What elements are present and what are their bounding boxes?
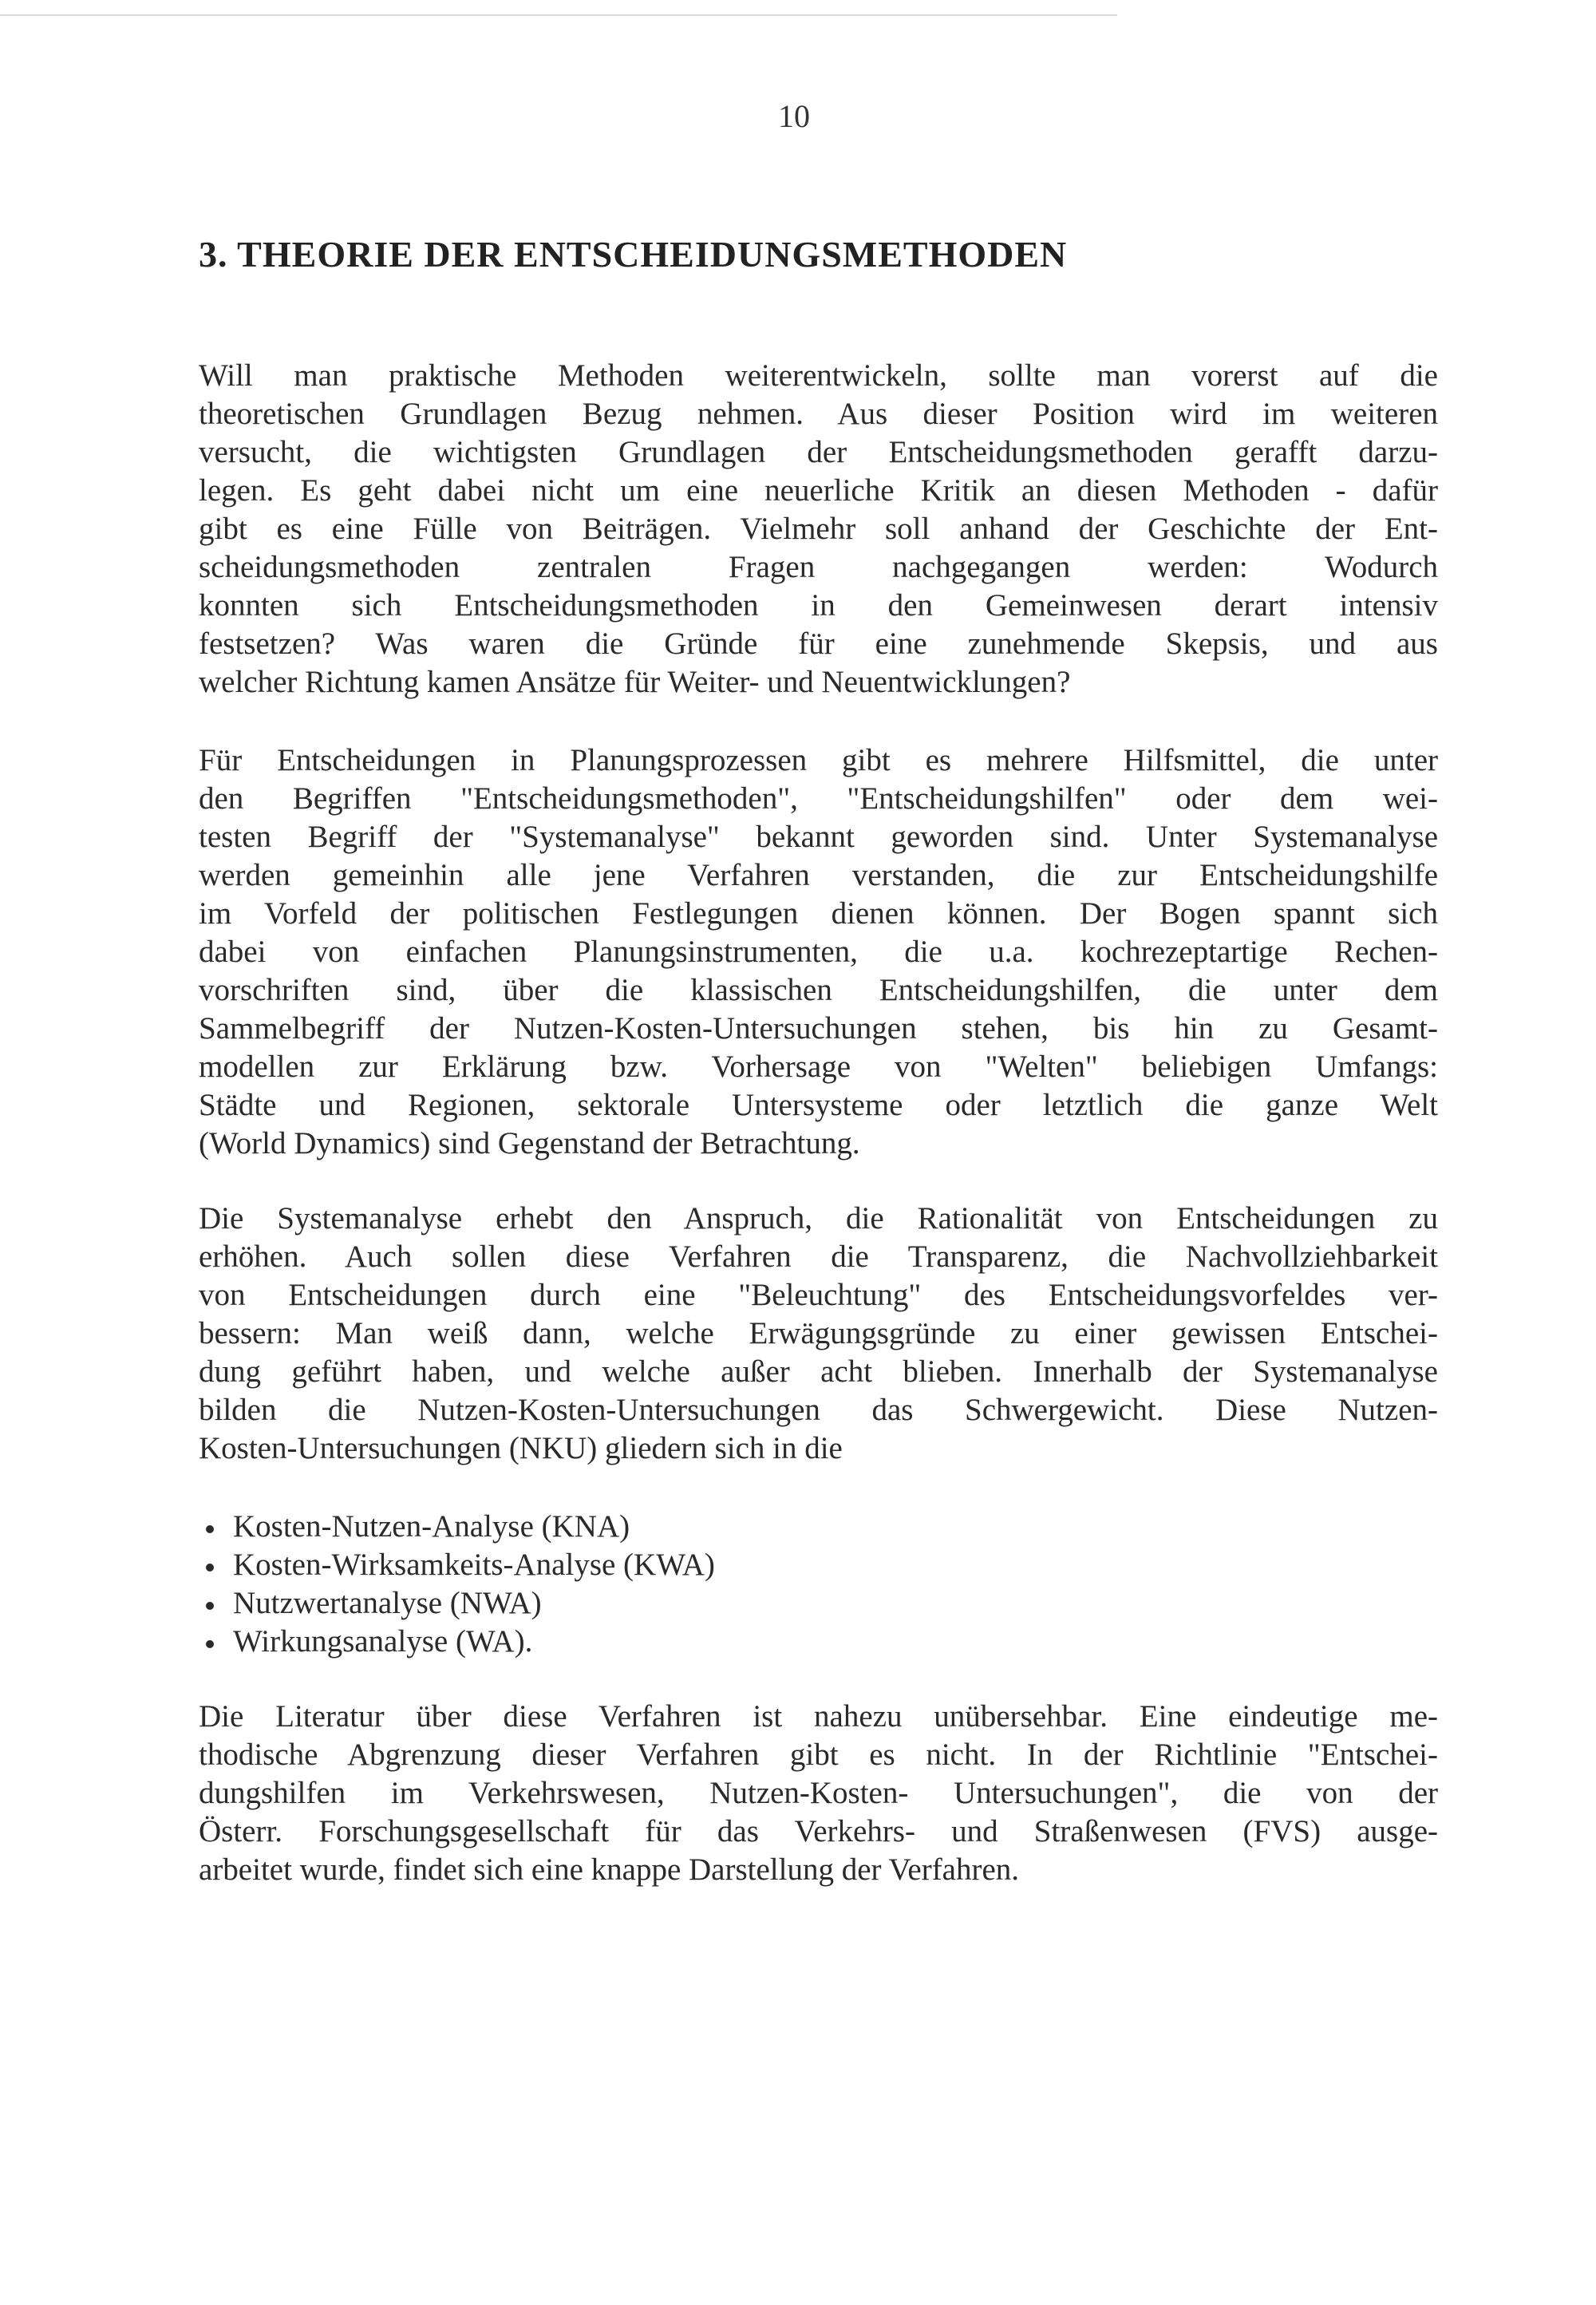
text-line: Die Literatur über diese Verfahren ist nahezu unübersehbar. Eine eindeutige me- xyxy=(199,1699,1438,1734)
text-line: welcher Richtung kamen Ansätze für Weiter- und Neuentwicklungen? xyxy=(199,665,1071,699)
text-line: konnten sich Entscheidungsmethoden in den Gemeinwesen derart intensiv xyxy=(199,588,1438,623)
text-line: den Begriffen "Entscheidungsmethoden", "Entscheidungshilfen" oder dem wei- xyxy=(199,781,1438,816)
text-line: versucht, die wichtigsten Grundlagen der Entscheidungsmethoden gerafft darzu- xyxy=(199,435,1438,469)
bullet-text: Wirkungsanalyse (WA). xyxy=(233,1624,533,1659)
text-line: testen Begriff der "Systemanalyse" bekannt geworden sind. Unter Systemanalyse xyxy=(199,820,1438,854)
text-line: von Entscheidungen durch eine "Beleuchtung" des Entscheidungsvorfeldes ver- xyxy=(199,1278,1438,1312)
text-line: Städte und Regionen, sektorale Untersysteme oder letztlich die ganze Welt xyxy=(199,1088,1438,1122)
paragraph-1 xyxy=(199,357,1438,702)
text-line: Österr. Forschungsgesellschaft für das Verkehrs- und Straßenwesen (FVS) ausge- xyxy=(199,1814,1438,1848)
text-line: erhöhen. Auch sollen diese Verfahren die Transparenz, die Nachvollziehbarkeit xyxy=(199,1239,1438,1274)
text-line: dungshilfen im Verkehrswesen, Nutzen-Kosten- Untersuchungen", die von der xyxy=(199,1776,1438,1810)
text-line: scheidungsmethoden zentralen Fragen nachgegangen werden: Wodurch xyxy=(199,550,1438,584)
scan-edge-line xyxy=(0,14,1117,16)
text-line: vorschriften sind, über die klassischen Entscheidungshilfen, die unter dem xyxy=(199,973,1438,1007)
text-line: Will man praktische Methoden weiterentwickeln, sollte man vorerst auf die xyxy=(199,358,1438,393)
text-line: bilden die Nutzen-Kosten-Untersuchungen das Schwergewicht. Diese Nutzen- xyxy=(199,1393,1438,1427)
text-line: modellen zur Erklärung bzw. Vorhersage von "Welten" beliebigen Umfangs: xyxy=(199,1050,1438,1084)
text-line: (World Dynamics) sind Gegenstand der Betrachtung. xyxy=(199,1126,860,1160)
bullet-text: Kosten-Nutzen-Analyse (KNA) xyxy=(233,1509,630,1544)
text-line: Für Entscheidungen in Planungsprozessen gibt es mehrere Hilfsmittel, die unter xyxy=(199,743,1438,777)
text-line: thodische Abgrenzung dieser Verfahren gibt es nicht. In der Richtlinie "Entschei- xyxy=(199,1738,1438,1772)
text-line: festsetzen? Was waren die Gründe für eine zunehmende Skepsis, und aus xyxy=(199,627,1438,661)
text-line: werden gemeinhin alle jene Verfahren verstanden, die zur Entscheidungshilfe xyxy=(199,858,1438,892)
text-line: dung geführt haben, und welche außer acht blieben. Innerhalb der Systemanalyse xyxy=(199,1354,1438,1389)
text-line: im Vorfeld der politischen Festlegungen dienen können. Der Bogen spannt sich xyxy=(199,896,1438,931)
text-line: bessern: Man weiß dann, welche Erwägungsgründe zu einer gewissen Entschei- xyxy=(199,1316,1438,1350)
text-line: Die Systemanalyse erhebt den Anspruch, die Rationalität von Entscheidungen zu xyxy=(199,1201,1438,1236)
bullet-dot-icon xyxy=(206,1640,214,1648)
bullet-text: Kosten-Wirksamkeits-Analyse (KWA) xyxy=(233,1548,715,1582)
text-line: Kosten-Untersuchungen (NKU) gliedern sich in die xyxy=(199,1431,843,1465)
bullet-item xyxy=(206,1546,715,1584)
bullet-dot-icon xyxy=(206,1602,214,1610)
text-line: theoretischen Grundlagen Bezug nehmen. Aus dieser Position wird im weiteren xyxy=(199,397,1438,431)
bullet-dot-icon xyxy=(206,1525,214,1533)
text-line: legen. Es geht dabei nicht um eine neuerliche Kritik an diesen Methoden - dafür xyxy=(199,473,1438,508)
bullet-list xyxy=(206,1508,715,1661)
paragraph-4 xyxy=(199,1698,1438,1889)
paragraph-2 xyxy=(199,741,1438,1163)
bullet-item xyxy=(206,1584,715,1623)
text-line: dabei von einfachen Planungsinstrumenten, die u.a. kochrezeptartige Rechen- xyxy=(199,935,1438,969)
bullet-item xyxy=(206,1508,715,1546)
text-line: arbeitet wurde, findet sich eine knappe Darstellung der Verfahren. xyxy=(199,1852,1020,1887)
text-line: Sammelbegriff der Nutzen-Kosten-Untersuchungen stehen, bis hin zu Gesamt- xyxy=(199,1011,1438,1046)
page-number: 10 xyxy=(778,98,810,134)
text-line: gibt es eine Fülle von Beiträgen. Vielmehr soll anhand der Geschichte der Ent- xyxy=(199,512,1438,546)
section-heading: 3. THEORIE DER ENTSCHEIDUNGSMETHODEN xyxy=(199,234,1068,275)
bullet-dot-icon xyxy=(206,1564,214,1572)
bullet-text: Nutzwertanalyse (NWA) xyxy=(233,1586,542,1620)
paragraph-3 xyxy=(199,1200,1438,1468)
bullet-item xyxy=(206,1623,715,1661)
